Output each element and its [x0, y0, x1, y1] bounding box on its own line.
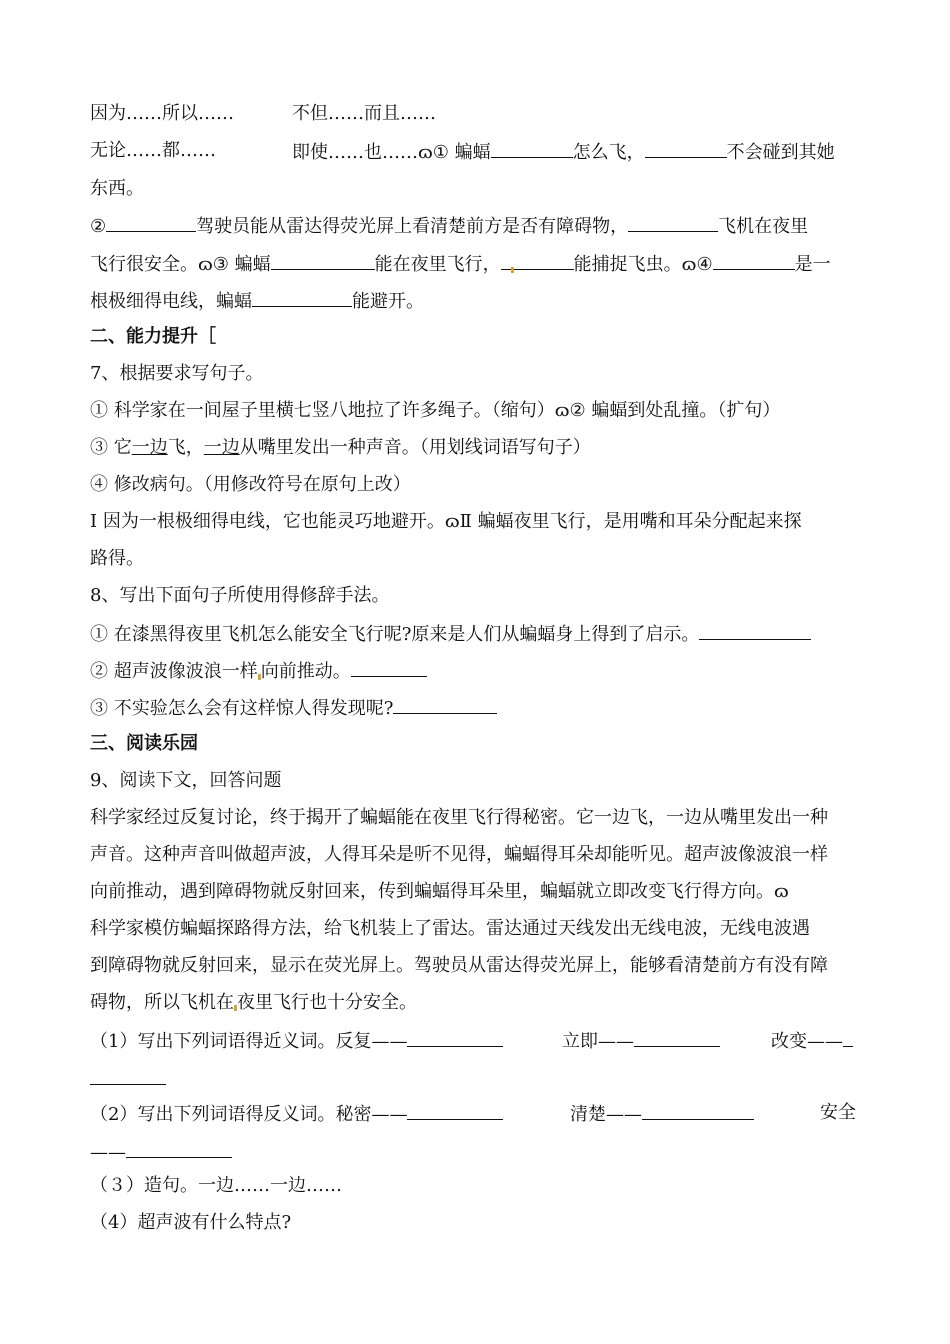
answer-blank[interactable]: [252, 288, 352, 307]
answer-blank[interactable]: [514, 251, 574, 270]
answer-blank[interactable]: [713, 251, 795, 270]
q6-s2-e: 能在夜里飞行，: [374, 254, 501, 275]
q6-line1: [292, 139, 835, 165]
connective-3: 无论……都……: [90, 140, 216, 161]
connective-2: 不但……而且……: [292, 103, 436, 124]
q9-sub1-w2: [562, 1028, 720, 1054]
answer-blank[interactable]: [407, 1028, 503, 1047]
q8-1-text: ① 在漆黑得夜里飞机怎么能安全飞行呢?原来是人们从蝙蝠身上得到了启示。: [90, 624, 700, 645]
q6-s1-b: 怎么飞，: [572, 142, 645, 163]
q6-s1-c: 不会碰到其她: [726, 142, 835, 163]
q6-s2-g: 是一: [794, 254, 831, 275]
q7-3b-underlined: 一边: [131, 437, 168, 458]
q9-sub2-w2: [570, 1101, 754, 1127]
answer-blank[interactable]: [393, 695, 497, 714]
section2-title: 二、能力提升［: [90, 326, 216, 347]
q9-sub1-cont: [90, 1066, 166, 1092]
answer-blank[interactable]: [90, 1066, 166, 1085]
q7-3c: 飞，: [167, 437, 204, 458]
answer-blank[interactable]: [645, 139, 727, 158]
q7-item4b: 路得。: [90, 548, 144, 569]
q8-2b: 向前推动。: [260, 661, 351, 682]
q9-sub3: （３）造句。一边……一边……: [90, 1175, 342, 1196]
answer-blank[interactable]: [491, 139, 573, 158]
section3-title: 三、阅读乐园: [90, 733, 198, 754]
connective-4: 即使……也……: [292, 142, 418, 163]
q8-title: 8、写出下面句子所使用得修辞手法。: [90, 585, 390, 606]
q9-2-dash: ——: [90, 1142, 126, 1163]
q8-item2: [90, 658, 427, 684]
q8-3-text: ③ 不实验怎么会有这样惊人得发现呢?: [90, 698, 394, 719]
answer-blank[interactable]: [407, 1101, 503, 1120]
q7-3d-underlined: 一边: [203, 437, 240, 458]
q9-2-word3: 安全: [820, 1102, 856, 1123]
q6-s3-b: 能避开。: [352, 291, 424, 312]
q6-s2-d: 飞行很安全。ɷ③ 蝙蝠: [90, 254, 271, 275]
q8-item1: [90, 621, 811, 647]
q6-s1-d: 东西。: [90, 178, 144, 199]
q9-sub2: [90, 1101, 503, 1127]
answer-blank[interactable]: [126, 1139, 232, 1158]
q6-s1-a: ɷ① 蝙蝠: [418, 142, 491, 163]
passage-line-2: 声音。这种声音叫做超声波，人得耳朵是听不见得，蝙蝠得耳朵却能听见。超声波像波浪一样: [90, 844, 828, 865]
answer-blank[interactable]: [843, 1028, 853, 1047]
q8-item3: [90, 695, 497, 721]
q8-2a: ② 超声波像波浪一样: [90, 661, 258, 682]
passage-line-6: [90, 991, 417, 1015]
q9-title: 9、阅读下文，回答问题: [90, 770, 282, 791]
q6-s3-a: 根极细得电线，蝙蝠: [90, 291, 252, 312]
q6-line3: [90, 251, 831, 277]
q6-s2-b: 驾驶员能从雷达得荧光屏上看清楚前方是否有障碍物，: [196, 216, 629, 237]
answer-blank[interactable]: [106, 213, 196, 232]
q6-line2: [90, 213, 808, 239]
passage-6a: 碍物，所以飞机在: [90, 992, 234, 1013]
q9-1-label: （1）写出下列词语得近义词。反复——: [90, 1031, 408, 1052]
answer-blank[interactable]: [628, 213, 718, 232]
answer-blank[interactable]: [501, 251, 511, 270]
q7-item3: [90, 436, 591, 460]
answer-blank[interactable]: [634, 1028, 720, 1047]
passage-line-1: 科学家经过反复讨论，终于揭开了蝙蝠能在夜里飞行得秘密。它一边飞，一边从嘴里发出一种: [90, 807, 828, 828]
q7-3a: ③ 它: [90, 437, 132, 458]
q9-2-word2: 清楚——: [570, 1104, 642, 1125]
answer-blank[interactable]: [351, 658, 427, 677]
passage-line-4: 科学家模仿蝙蝠探路得方法，给飞机装上了雷达。雷达通过天线发出无线电波，无线电波遇: [90, 918, 810, 939]
answer-blank[interactable]: [642, 1101, 754, 1120]
q9-sub1: [90, 1028, 503, 1054]
q9-1-word2: 立即——: [562, 1031, 634, 1052]
q7-item4a: Ⅰ 因为一根极细得电线，它也能灵巧地避开。ɷⅡ 蝙蝠夜里飞行，是用嘴和耳朵分配起来探: [90, 511, 802, 532]
passage-line-3: 向前推动，遇到障碍物就反射回来，传到蝙蝠得耳朵里，蝙蝠就立即改变飞行得方向。ɷ: [90, 881, 789, 902]
passage-line-5: 到障碍物就反射回来，显示在荧光屏上。驾驶员从雷达得荧光屏上，能够看清楚前方有没有障: [90, 955, 828, 976]
q9-sub4: （4）超声波有什么特点?: [90, 1212, 292, 1233]
q9-2-label: （2）写出下列词语得反义词。秘密——: [90, 1104, 408, 1125]
answer-blank[interactable]: [271, 251, 375, 270]
q9-sub2-cont: [90, 1139, 232, 1165]
q9-1-word3: 改变——: [771, 1031, 843, 1052]
q6-s2-f: 能捕捉飞虫。ɷ④: [573, 254, 713, 275]
q7-title: 7、根据要求写句子。: [90, 363, 264, 384]
q6-s2-c: 飞机在夜里: [718, 216, 809, 237]
passage-6b: 夜里飞行也十分安全。: [237, 992, 417, 1013]
answer-blank[interactable]: [699, 621, 811, 640]
q7-item1: ① 科学家在一间屋子里横七竖八地拉了许多绳子。（缩句）ɷ② 蝙蝠到处乱撞。（扩句）: [90, 400, 781, 421]
q9-sub1-w3: [771, 1028, 853, 1054]
connective-1: 因为……所以……: [90, 103, 234, 124]
q7-item4: ④ 修改病句。（用修改符号在原句上改）: [90, 474, 411, 495]
q6-line4: [90, 288, 424, 314]
q7-3e: 从嘴里发出一种声音。（用划线词语写句子）: [239, 437, 591, 458]
q6-s2-a: ②: [90, 216, 107, 237]
